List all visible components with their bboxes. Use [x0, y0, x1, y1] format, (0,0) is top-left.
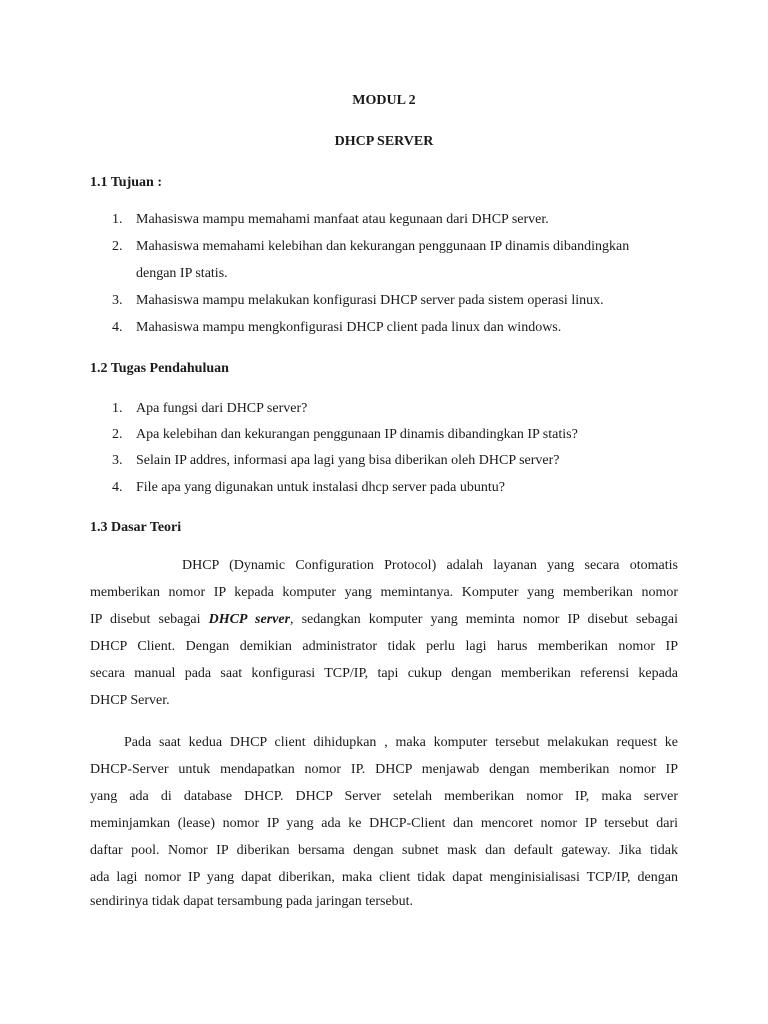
paragraph-text: IP disebut sebagai — [90, 612, 209, 627]
list-item-number: 1. — [112, 212, 123, 227]
list-item-text: Mahasiswa mampu melakukan konfigurasi DHCP server pada sistem operasi linux. — [136, 293, 604, 308]
paragraph-line: DHCP (Dynamic Configuration Protocol) adalah layanan yang secara otomatis — [182, 558, 678, 573]
list-item-number: 1. — [112, 401, 123, 416]
list-item-text: File apa yang digunakan untuk instalasi dhcp server pada ubuntu? — [136, 480, 505, 495]
list-item-text: Mahasiswa memahami kelebihan dan kekurangan penggunaan IP dinamis dibandingkan — [136, 239, 630, 254]
paragraph-text: , sedangkan komputer yang meminta nomor IP disebut sebagai — [290, 612, 678, 627]
paragraph-line: secara manual pada saat konfigurasi TCP/IP, tapi cukup dengan memberikan referensi kepada — [90, 666, 678, 681]
subject-title: DHCP SERVER — [334, 134, 434, 149]
list-item-number: 4. — [112, 320, 123, 335]
list-item-text: dengan IP statis. — [136, 266, 228, 281]
list-item-number: 4. — [112, 480, 123, 495]
paragraph-line: Pada saat kedua DHCP client dihidupkan , maka komputer tersebut melakukan request ke — [124, 735, 678, 750]
list-item-number: 2. — [112, 239, 123, 254]
paragraph-line: memberikan nomor IP kepada komputer yang memintanya. Komputer yang memberikan nomor — [90, 585, 678, 600]
list-item-text: Apa kelebihan dan kekurangan penggunaan IP dinamis dibandingkan IP statis? — [136, 427, 578, 442]
paragraph-line: DHCP Client. Dengan demikian administrator tidak perlu lagi harus memberikan nomor IP — [90, 639, 678, 654]
list-item-text: Mahasiswa mampu memahami manfaat atau kegunaan dari DHCP server. — [136, 212, 549, 227]
paragraph-line: yang ada di database DHCP. DHCP Server setelah memberikan nomor IP, maka server — [90, 789, 678, 804]
paragraph-line: sendirinya tidak dapat tersambung pada jaringan tersebut. — [90, 894, 414, 909]
section-1-2-heading: 1.2 Tugas Pendahuluan — [90, 361, 229, 376]
paragraph-line: daftar pool. Nomor IP diberikan bersama dengan subnet mask dan default gateway. Jika tidak — [90, 843, 678, 858]
module-title: MODUL 2 — [352, 93, 416, 108]
list-item-text: Selain IP addres, informasi apa lagi yang bisa diberikan oleh DHCP server? — [136, 453, 560, 468]
list-item-number: 2. — [112, 427, 123, 442]
paragraph-line: DHCP-Server untuk mendapatkan nomor IP. DHCP menjawab dengan memberikan nomor IP — [90, 762, 678, 777]
list-item-text: Mahasiswa mampu mengkonfigurasi DHCP client pada linux dan windows. — [136, 320, 562, 335]
list-item-number: 3. — [112, 453, 123, 468]
list-item-number: 3. — [112, 293, 123, 308]
paragraph-line-with-emphasis — [90, 611, 678, 629]
emphasis-text: DHCP server — [208, 612, 291, 627]
list-item-text: Apa fungsi dari DHCP server? — [136, 401, 308, 416]
section-1-1-heading: 1.1 Tujuan : — [90, 175, 162, 190]
section-1-3-heading: 1.3 Dasar Teori — [90, 520, 182, 535]
paragraph-line: ada lagi nomor IP yang dapat diberikan, maka client tidak dapat menginisialisasi TCP/IP, dengan — [90, 870, 678, 885]
paragraph-line: meminjamkan (lease) nomor IP yang ada ke DHCP-Client dan mencoret nomor IP tersebut dari — [90, 816, 678, 831]
paragraph-line: DHCP Server. — [90, 693, 170, 708]
